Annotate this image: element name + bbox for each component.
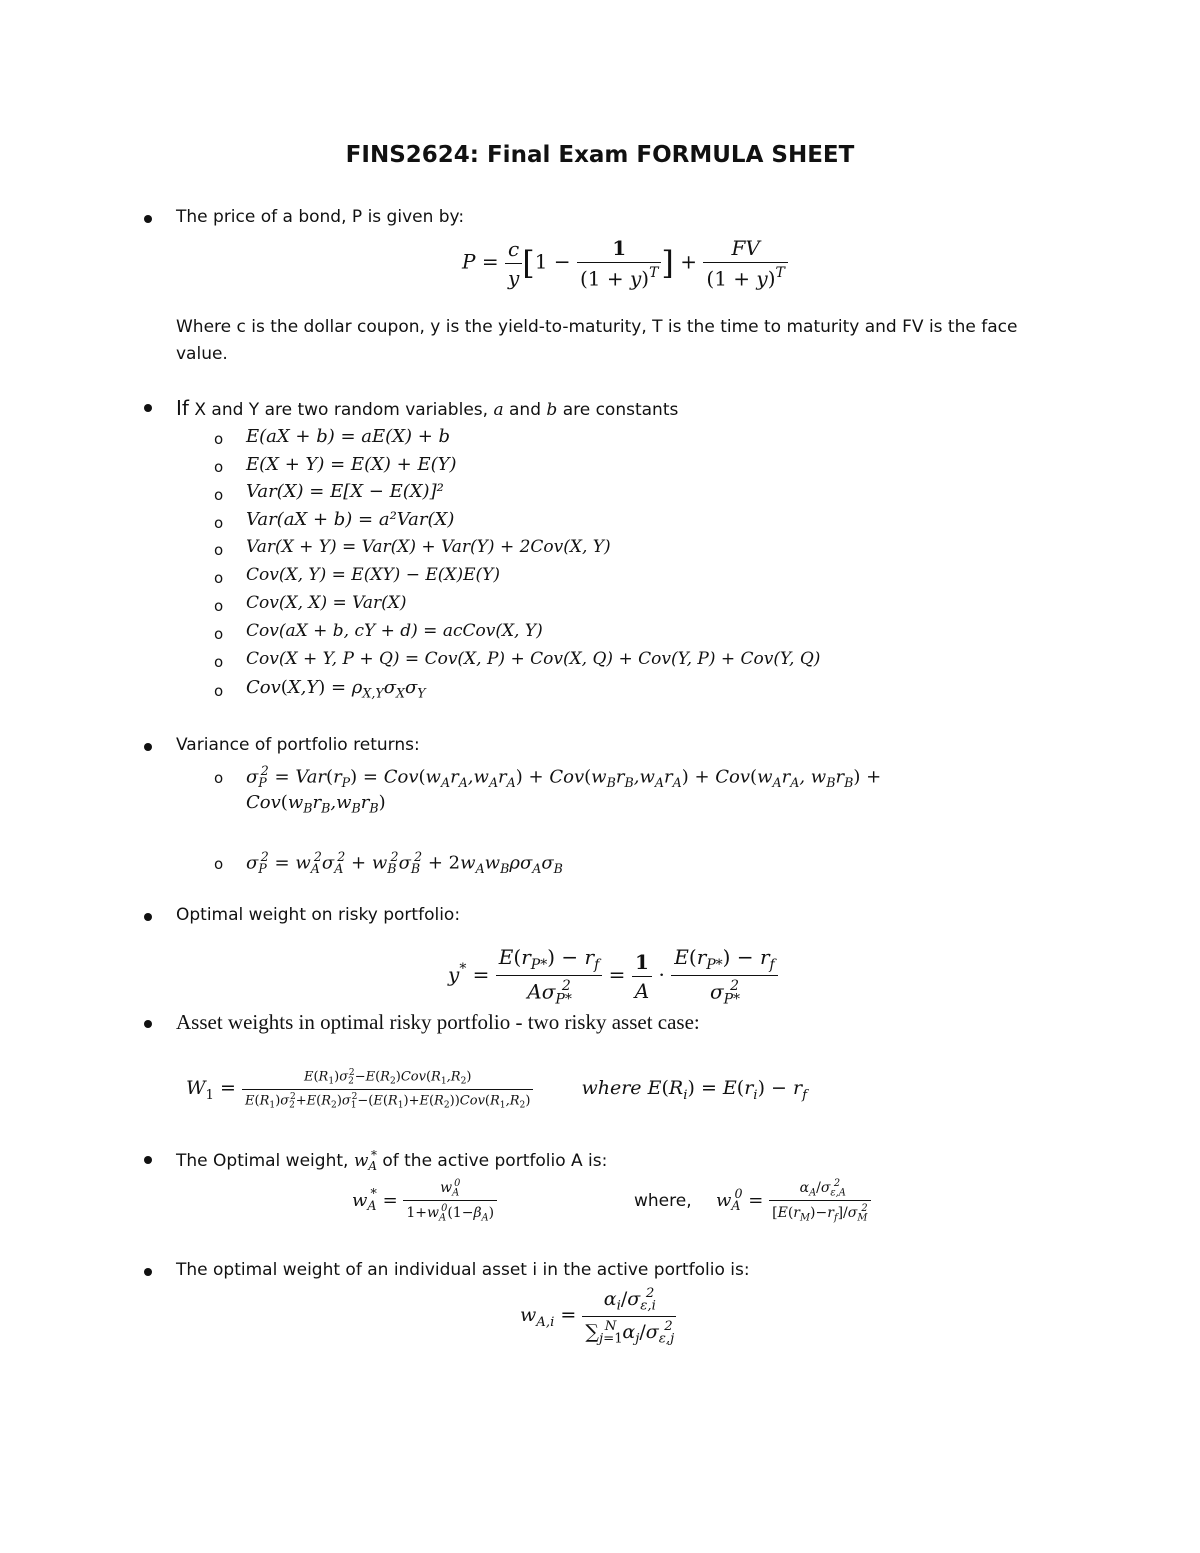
bullet [144,1156,152,1164]
and-word: and [509,400,541,420]
bond-note-line2: value. [176,344,228,364]
formula-variance-linear: Var(aX + b) = a²Var(X) [246,509,455,530]
sub-bullet: o [214,569,224,587]
sub-bullet: o [214,486,224,504]
optimal-weight-intro: Optimal weight on risky portfolio: [176,905,461,925]
const-b: b [546,400,558,420]
bullet [144,1020,152,1028]
sub-bullet: o [214,653,224,671]
sub-bullet: o [214,625,224,643]
bond-intro: The price of a bond, P is given by: [176,207,465,227]
if-word: If [176,396,189,420]
formula-expectation-linear: E(aX + b) = aE(X) + b [246,426,451,447]
formula-covariance-linear: Cov(aX + b, cY + d) = acCov(X, Y) [246,621,543,641]
formula-covariance-def: Cov(X, Y) = E(XY) − E(X)E(Y) [246,565,501,585]
initial-active-weight-formula: $w_A^0$ = $\frac{\alpha_A/\sigma_{\varepsilon,A}^2}{[E(r_M)-r_f]/\sigma_M^2}$ [716,1178,871,1224]
portfolio-variance-cov-line2: $Cov(w_Br_B,w_Br_B)$ [246,792,386,816]
active-weight-formula: $w_A^*$ = $\frac{w_A^0}{1+w_A^0(1-\beta_A)}$ [352,1178,497,1224]
optimal-weight-formula: y* = $\frac{E(r_{P*}) - r_f}{A\sigma_{P*}^2}$ = $\frac{1}{A}$ · $\frac{E(r_{P*}) - r_f}{\sigma_{P*}^2}$ [448,945,778,1007]
formula-expectation-sum: E(X + Y) = E(X) + E(Y) [246,454,457,475]
bond-note-line1: Where c is the dollar coupon, y is the yield-to-maturity, T is the time to maturity and FV is the face [176,317,1018,337]
bullet [144,1268,152,1276]
formula-variance-def: Var(X) = E[X − E(X)]² [246,481,444,502]
sub-bullet: o [214,458,224,476]
bullet [144,913,152,921]
sub-bullet: o [214,430,224,448]
active-intro-post: of the active portfolio A is: [382,1151,608,1172]
formula-covariance-sums: Cov(X + Y, P + Q) = Cov(X, P) + Cov(X, Q) + Cov(Y, P) + Cov(Y, Q) [246,649,821,669]
sub-bullet: o [214,541,224,559]
sub-bullet: o [214,514,224,532]
bullet [144,215,152,223]
are-constants-text: are constants [562,400,679,420]
page-title: FINS2624: Final Exam FORMULA SHEET [345,142,855,168]
variance-portfolio-intro: Variance of portfolio returns: [176,735,420,755]
individual-asset-intro: The optimal weight of an individual asset i in the active portfolio is: [176,1260,750,1280]
individual-asset-weight-formula: $w_{A,i}$ = $\frac{\alpha_i/\sigma_{\varepsilon,i}^2}{\sum_{j=1}^N \alpha_j/\sigma_{\varepsilon,j}^2}$ [520,1286,675,1347]
active-portfolio-intro [176,1148,607,1173]
bond-price-formula: P = $\frac{c}{y}$ [1 − $\frac{1}{(1 + y)^T}$ ] + $\frac{FV}{(1 + y)^T}$ [462,236,788,290]
const-a: a [493,400,504,420]
formula-covariance-correlation: $Cov(X,Y) = \rho_{X,Y}\sigma_X\sigma_Y$ [246,677,426,701]
bullet [144,404,152,412]
sub-bullet: o [214,769,224,787]
where-label: where, [634,1191,692,1211]
asset-weights-intro: Asset weights in optimal risky portfolio - two risky asset case: [176,1010,700,1034]
formula-variance-sum: Var(X + Y) = Var(X) + Var(Y) + 2Cov(X, Y) [246,537,611,557]
sub-bullet: o [214,855,224,873]
active-intro-pre: The Optimal weight, [176,1151,349,1172]
random-vars-text: X and Y are two random variables, [194,400,489,420]
sub-bullet: o [214,597,224,615]
active-weight-symbol: $w_A^*$ [353,1148,377,1174]
random-vars-intro [176,396,678,420]
portfolio-variance-cov-line1: $\sigma_P^2 = Var(r_P) = Cov(w_Ar_A,w_Ar_A) + Cov(w_Br_B,w_Ar_A) + Cov(w_Ar_A$, $w_Br_B$) + [246,763,882,790]
bullet [144,743,152,751]
two-asset-weight-formula: $W_1$ = $\frac{E(R_1)\sigma_2^2-E(R_2)Cov(R_1,R_2)}{E(R_1)\sigma_2^2+E(R_2)\sigma_1^2-(E(R_1)+E(R_2))Cov(R_1,R_2)}$ where $E(R_i) = E(r_i) - r_f$ [186,1068,807,1111]
formula-covariance-self: Cov(X, X) = Var(X) [246,593,407,613]
sub-bullet: o [214,682,224,700]
portfolio-variance-weights: $\sigma_P^2 = w_A^2\sigma_A^2 + w_B^2\sigma_B^2 + 2w_Aw_B\rho\sigma_A\sigma_B$ [246,849,563,876]
